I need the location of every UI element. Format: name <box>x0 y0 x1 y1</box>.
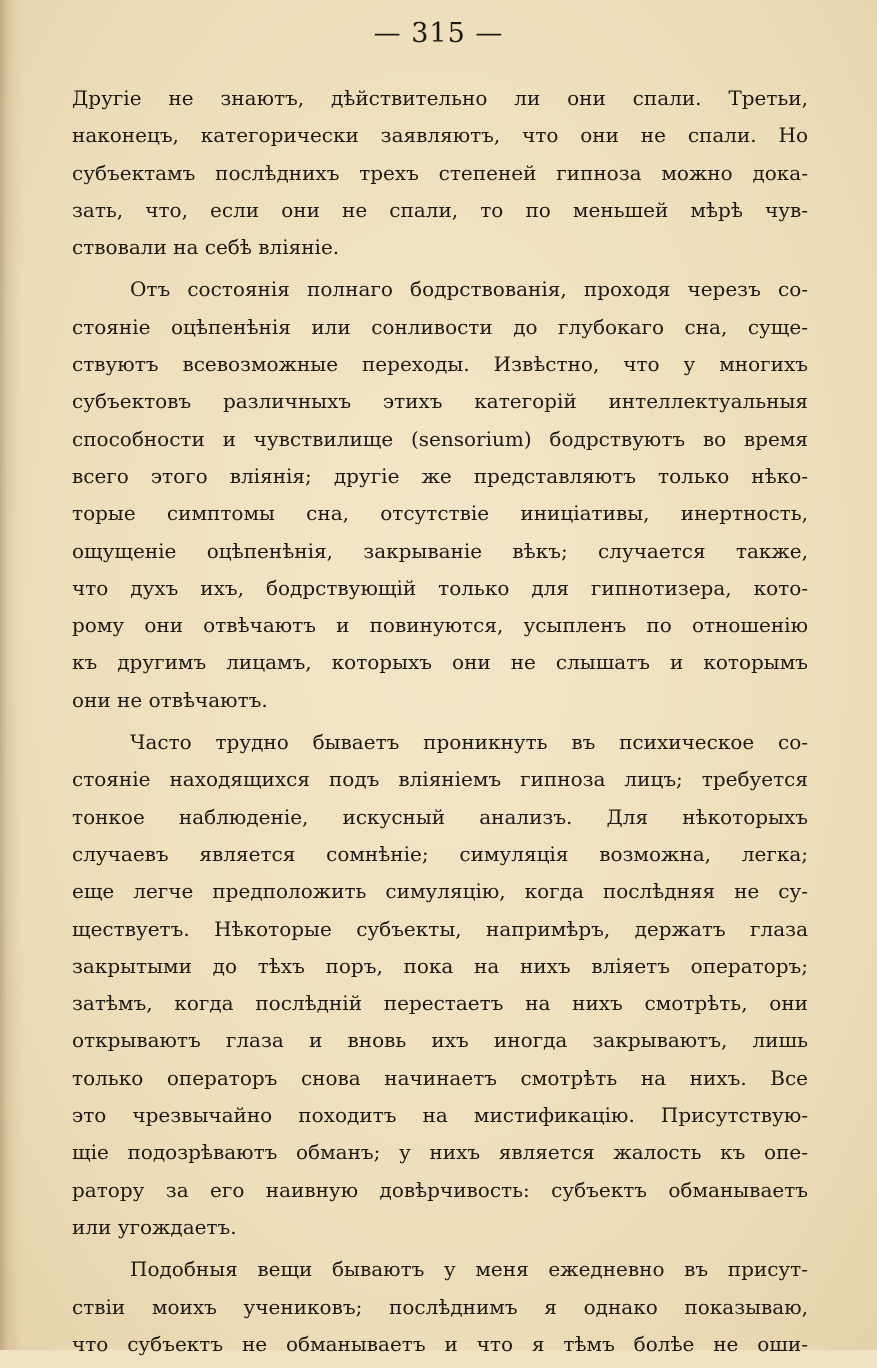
text-line: къ другимъ лицамъ, которыхъ они не слышатъ и которымъ <box>72 650 808 675</box>
text-line: что духъ ихъ, бодрствующій только для гипнотизера, кото- <box>72 575 808 600</box>
text-line: Другіе не знаютъ, дѣйствительно ли они спали. Третьи, <box>72 86 808 110</box>
paragraph <box>72 1251 808 1363</box>
text-line: ствовали на себѣ вліяніе. <box>72 235 340 260</box>
text-line: щіе подозрѣваютъ обманъ; у нихъ является жалость къ опе- <box>72 1140 808 1165</box>
text-line: стояніе оцѣпенѣнія или сонливости до глубокаго сна, суще- <box>72 314 808 339</box>
text-line: что субъектъ не обманываетъ и что я тѣмъ болѣе не оши- <box>72 1331 808 1356</box>
text-line: всего этого вліянія; другіе же представляютъ только нѣко- <box>72 463 808 488</box>
text-line: субъектовъ различныхъ этихъ категорій интеллектуальныя <box>72 389 808 414</box>
text-line: ствуютъ всевозможные переходы. Извѣстно, что у многихъ <box>72 352 808 377</box>
text-line: субъектамъ послѣднихъ трехъ степеней гипноза можно дока- <box>72 160 808 185</box>
paragraph <box>72 271 808 719</box>
text-line: Подобныя вещи бываютъ у меня ежедневно въ присут- <box>130 1257 808 1282</box>
text-line: еще легче предположить симуляцію, когда послѣдняя не су- <box>72 879 808 904</box>
text-line: стояніе находящихся подъ вліяніемъ гипноза лицъ; требуется <box>72 767 808 792</box>
text-line: затѣмъ, когда послѣдній перестаетъ на нихъ смотрѣть, они <box>72 991 808 1016</box>
text-line: или угождаетъ. <box>72 1214 237 1239</box>
paragraph <box>72 724 808 1246</box>
text-line: Часто трудно бываетъ проникнуть въ психическое со- <box>130 730 808 755</box>
text-line: наконецъ, категорически заявляютъ, что они не спали. Но <box>72 123 808 148</box>
text-line: рому они отвѣчаютъ и повинуются, усыпленъ по отношенію <box>72 613 808 638</box>
text-line: они не отвѣчаютъ. <box>72 687 268 712</box>
text-line: торые симптомы сна, отсутствіе иниціативы, инертность, <box>72 501 808 526</box>
page-number: — 315 — <box>373 18 504 49</box>
text-line: Отъ состоянія полнаго бодрствованія, проходя черезъ со- <box>130 277 808 302</box>
text-line: это чрезвычайно походитъ на мистификацію. Присутствую- <box>72 1103 808 1128</box>
text-line: случаевъ является сомнѣніе; симуляція возможна, легка; <box>72 841 808 866</box>
text-line: зать, что, если они не спали, то по меньшей мѣрѣ чув- <box>72 197 808 222</box>
text-line: ратору за его наивную довѣрчивость: субъектъ обманываетъ <box>72 1177 808 1202</box>
text-line: ощущеніе оцѣпенѣнія, закрываніе вѣкъ; случается также, <box>72 538 808 563</box>
text-line: закрытыми до тѣхъ поръ, пока на нихъ вліяетъ операторъ; <box>72 953 808 978</box>
paragraph <box>72 80 808 266</box>
page-text <box>72 80 808 1368</box>
text-line: только операторъ снова начинаетъ смотрѣть на нихъ. Все <box>72 1065 808 1090</box>
text-line: ствіи моихъ учениковъ; послѣднимъ я однако показываю, <box>72 1294 808 1319</box>
text-line: ществуетъ. Нѣкоторые субъекты, напримѣръ, держатъ глаза <box>72 916 808 941</box>
text-line: способности и чувствилище (sensorium) бодрствуютъ во время <box>72 426 808 451</box>
text-line: открываютъ глаза и вновь ихъ иногда закрываютъ, лишь <box>72 1028 808 1053</box>
text-line: тонкое наблюденіе, искусный анализъ. Для нѣкоторыхъ <box>72 804 808 829</box>
